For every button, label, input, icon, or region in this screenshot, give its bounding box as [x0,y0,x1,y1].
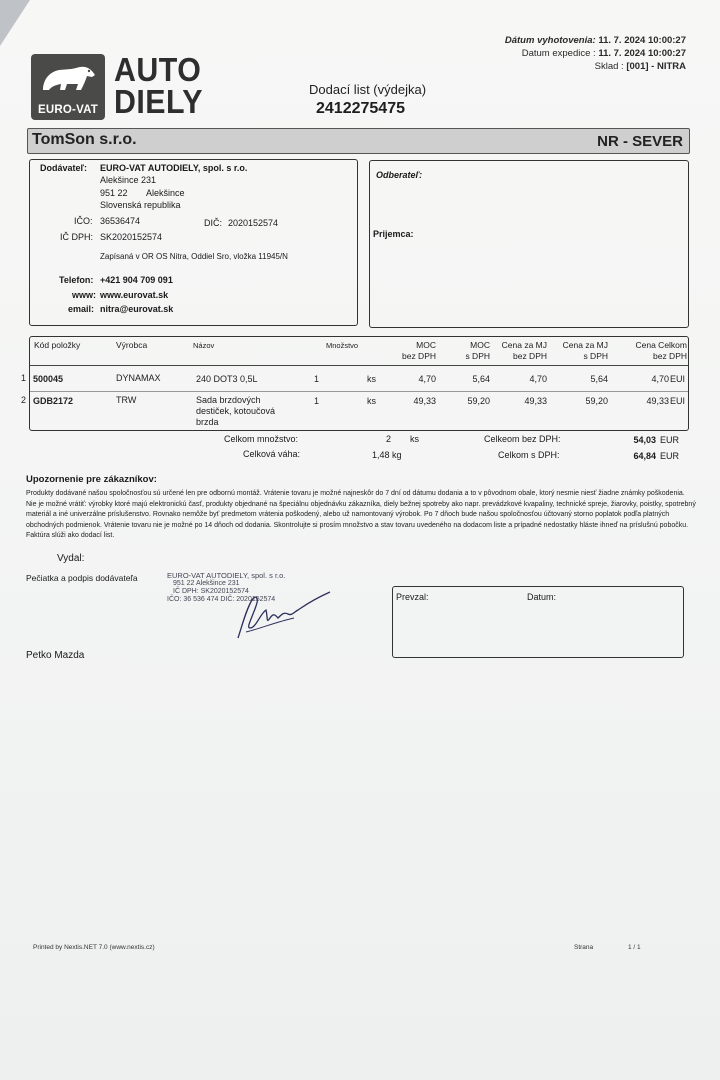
header-divider [30,365,688,366]
issued-date-row: Dátum vyhotovenia: 11. 7. 2024 10:00:27 [504,35,686,46]
registry-note: Zapísaná v OR OS Nitra, Oddiel Sro, vložka 11945/N [100,252,288,261]
email-label: email: [68,304,95,314]
row-number: 1 [21,373,27,383]
page-value: 1 / 1 [628,944,641,951]
col-name: Názov [193,341,215,350]
customer-band [27,128,690,154]
item-currency: EUI [670,396,686,406]
www-label: www: [72,290,96,300]
supplier-label: Dodávateľ: [40,163,87,173]
customer-name: TomSon s.r.o. [32,131,137,148]
item-currency: EUI [670,374,686,384]
supplier-city: Alekšince [146,188,185,198]
col-code: Kód položky [34,340,81,350]
ico-value: 36536474 [100,216,141,226]
icdph-label: IČ DPH: [60,232,94,242]
supplier-street: Alekšince 231 [100,175,157,185]
total-in-label: Celkom s DPH: [498,450,560,460]
item-unit-in: 59,20 [585,396,608,406]
received-label: Prevzal: [396,592,429,602]
item-code: 500045 [33,374,64,384]
col-unit-in: Cena za MJ s DPH [562,340,608,361]
total-ex-value: 54,03 [633,435,656,445]
logo-wordmark [114,51,203,120]
item-unit-in: 5,64 [590,374,608,384]
item-total: 49,33 [646,396,669,406]
weight-label: Celková váha: [243,449,301,459]
logo-line-2: DIELY [114,83,203,120]
logo-brand: EURO-VAT [38,104,98,116]
item-moc-ex: 49,33 [413,396,436,406]
weight-value: 1,48 kg [372,450,402,460]
document-type: Dodací list (výdejka) [309,82,427,97]
item-name: 240 DOT3 0,5L [196,374,258,384]
item-qty: 1 [314,374,320,384]
total-qty-label: Celkom množstvo: [224,434,299,444]
item-maker: DYNAMAX [116,373,161,383]
item-code: GDB2172 [33,396,74,406]
recipient-label: Prijemca: [373,229,414,239]
row-divider [30,391,688,392]
icdph-value: SK2020152574 [100,232,163,242]
handwritten-signature [232,588,342,643]
row-number: 2 [21,395,27,405]
phone-value: +421 904 709 091 [100,275,173,285]
items-table [21,336,689,431]
total-ex-label: Celkeom bez DPH: [484,434,561,444]
supplier-box [29,159,358,326]
item-unit-ex: 4,70 [529,374,547,384]
notice-title: Upozornenie pre zákazníkov: [26,474,157,485]
item-moc-ex: 4,70 [418,374,436,384]
stamp-signature-label: Pečiatka a podpis dodávateľa [26,573,138,583]
buyer-box [369,160,689,328]
item-name: Sada brzdových destiček, kotoučová brzda [196,395,276,427]
item-qty: 1 [314,396,320,406]
bear-icon [37,60,99,98]
item-unit: ks [367,396,376,406]
paper-corner-shadow [0,0,30,46]
document-dates [505,34,686,73]
item-total: 4,70 [651,374,669,384]
logo-line-1: AUTO [114,51,202,88]
col-maker: Výrobca [116,340,148,350]
warehouse-row: Sklad : [001] - NITRA [594,61,686,72]
page-label: Strana [574,944,594,951]
ico-label: IČO: [74,216,93,226]
total-qty-value: 2 [386,434,392,444]
col-unit-ex: Cena za MJ bez DPH [501,340,547,361]
item-maker: TRW [116,395,137,405]
item-unit-ex: 49,33 [524,396,547,406]
date-label: Datum: [527,592,557,602]
supplier-name: EURO-VAT AUTODIELY, spol. s r.o. [100,163,248,173]
received-box [392,586,684,658]
dic-label: DIČ: [204,218,222,228]
document-number: 2412275475 [316,100,405,117]
issuer-name: Petko Mazda [26,650,85,661]
total-ex-currency: EUR [660,435,680,445]
email-value: nitra@eurovat.sk [100,304,174,314]
supplier-zip: 951 22 [100,188,128,198]
company-logo [31,54,105,120]
col-total: Cena Celkom bez DPH [635,340,687,361]
region-name: NR - SEVER [597,133,683,150]
issued-by-label: Vydal: [57,553,85,564]
www-value: www.eurovat.sk [100,290,169,300]
total-in-value: 64,84 [633,451,656,461]
item-moc-in: 59,20 [467,396,490,406]
item-unit: ks [367,374,376,384]
item-moc-in: 5,64 [472,374,490,384]
printed-by: Printed by Nextis.NET 7.0 (www.nextis.cz) [33,944,155,951]
company-stamp: EURO-VAT AUTODIELY, spol. s r.o. 951 22 Alekšince 231 IČ DPH: SK2020152574 IČO: 36 536 474 DIČ: 2020152574 [167,571,286,603]
col-moc-ex: MOC bez DPH [401,340,436,361]
total-in-currency: EUR [660,451,680,461]
phone-label: Telefon: [59,275,94,285]
dispatch-date-row: Datum expedice : 11. 7. 2024 10:00:27 [521,48,686,59]
buyer-label: Odberateľ: [376,170,423,180]
dic-value: 2020152574 [228,218,279,228]
supplier-country: Slovenská republika [100,200,181,210]
total-qty-unit: ks [410,434,419,444]
col-qty: Množstvo [326,341,359,350]
notice-body: Produkty dodávané našou spoločnosťou sú určené len pre odbornú montáž. Vrátenie tovaru je možné najneskôr do 7 dní od dátumu dodania a to v pôvodnom obale, ktorý nesmie niesť žiadne známky poškodenia. Nie je možné vrátiť: výrobky ktoré majú elektronickú časť, produkty objednané na špeciálnu objednávku zákazníka, diely bežnej spotreby ako napr. prevádzkové kvapaliny, technické spreje, žiarovky, poistky, spotrebný materiál a iné univerzálne príslušenstvo. Rovnako nemôže byť predmetom vrátenia poškodený, alebo už namontovaný výrobok. Po 7 dňoch bude našou spoločnosťou účtovaný storno poplatok podľa platných obchodných podmienok. Vrátenie tovaru nie je možné po 14 dňoch od dodania. Skontrolujte si prosím množstvo a stav tovaru uvedeného na dodacom liste a prípadné nedostatky hláste ihneď na príslušnú pobočku. Faktúra slúži ako dodací list. [26,490,696,540]
col-moc-in: MOC s DPH [465,340,490,361]
